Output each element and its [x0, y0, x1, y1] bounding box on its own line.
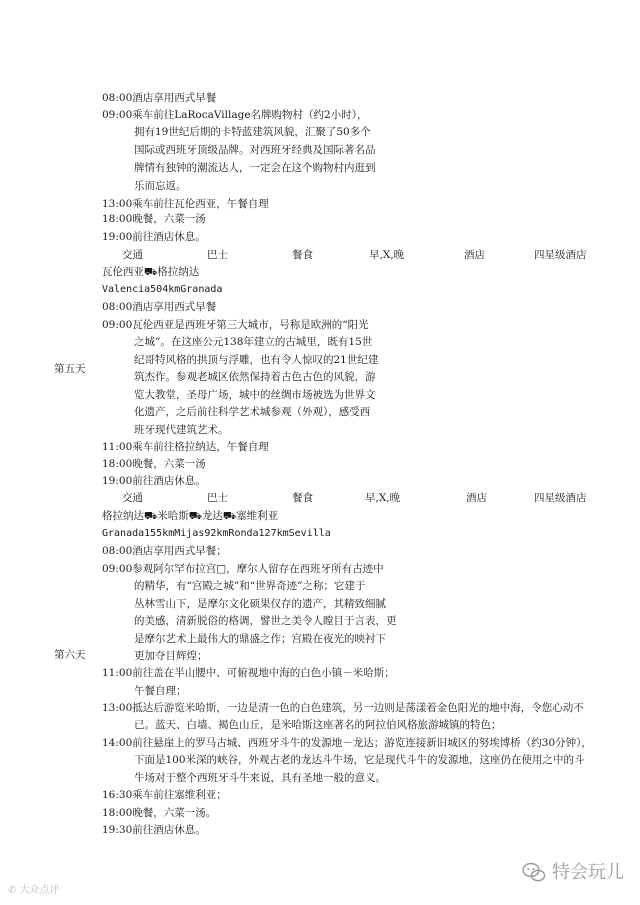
day6-line: 牛场对于整个西班牙斗牛来说，具有圣地一般的意义。 [134, 772, 386, 784]
day6-line: 18:00晚餐，六菜一汤。 [102, 807, 217, 819]
day5-distance: Valencia504kmGranada [102, 284, 223, 295]
day5-line: 班牙现代建筑艺术。 [134, 424, 229, 436]
day6-line: 14:00前往悬崖上的罗马古城、西班牙斗牛的发源地－龙达；游览连接新旧城区的努埃博桥（约30分钟）， [102, 737, 592, 749]
day4-line: 19:00前往酒店休息。 [102, 231, 206, 243]
wechat-logo-icon [522, 862, 546, 884]
day5-line: 览大教堂，圣母广场，城中的丝绸市场被选为世界文 [134, 389, 376, 401]
day4-line: 18:00晚餐，六菜一汤 [102, 213, 206, 225]
day4-line: 09:00乘车前往LaRocaVillage名牌购物村（约2小时）， [102, 109, 368, 121]
watermark-left-text: 大众点评 [19, 885, 60, 896]
day6-line: 下面是100米深的峡谷，外观古老的龙达斗牛场，它是现代斗牛的发源地，这座仍在使用之中的斗 [134, 754, 585, 766]
day5-info-row [102, 491, 592, 507]
info-label-hotel: 酒店 [466, 492, 487, 504]
info-value-hotel: 四星级酒店 [534, 492, 587, 504]
day4-line: 牌情有独钟的潮流达人，一定会在这个购物村内逛到 [134, 162, 376, 174]
info-value-transport: 巴士 [207, 492, 228, 504]
info-value-meals: 早,X,晚 [369, 249, 405, 261]
day5-line: 纪哥特风格的拱顶与浮雕，也有令人惊叹的21世纪建 [134, 354, 379, 366]
info-label-transport: 交通 [122, 492, 143, 504]
day5-route: 瓦伦西亚⛟格拉纳达 [102, 266, 200, 278]
info-value-transport: 巴士 [207, 249, 228, 261]
day4-line: 国际或西班牙顶级品牌。对西班牙经典及国际著名品 [134, 144, 376, 156]
day4-line: 乐而忘返。 [134, 180, 187, 192]
info-label-hotel: 酒店 [464, 249, 485, 261]
day6-line: 08:00酒店享用西式早餐； [102, 545, 227, 557]
day5-line: 筑杰作。参观老城区依然保持着古色古色的风貌，游 [134, 371, 376, 383]
day6-line: 更加夺目辉煌； [134, 650, 208, 662]
info-label-transport: 交通 [122, 249, 143, 261]
day6-distance: Granada155kmMijas92kmRonda127kmSevilla [102, 528, 331, 539]
day6-line: 丛林雪山下，是摩尔文化硕果仅存的遗产，其精致细腻 [134, 598, 386, 610]
day5-line: 11:00乘车前往格拉纳达，午餐自理 [102, 441, 269, 453]
day6-line: 16:30乘车前往塞维利亚； [102, 789, 227, 801]
day5-line: 之城”。在这座公元138年建立的古城里，既有15世 [134, 336, 373, 348]
day5-line: 化遗产，之后前往科学艺术城参观（外观），感受西 [134, 406, 371, 418]
day5-line: 08:00酒店享用西式早餐 [102, 301, 217, 313]
day6-line: 19:30前往酒店休息。 [102, 824, 206, 836]
info-label-meals: 餐食 [292, 249, 313, 261]
day4-info-row [102, 248, 592, 264]
day6-line: 已。蓝天、白墙、褐色山丘，是米哈斯这座著名的阿拉伯风格旅游城镇的特色； [134, 719, 502, 731]
day6-route: 格拉纳达⛟米哈斯⛟龙达⛟塞维利亚 [102, 510, 279, 522]
day-label: 第六天 [54, 649, 86, 661]
day6-line: 09:00参观阿尔罕布拉宫□，摩尔人留存在西班牙所有古迹中 [102, 563, 384, 575]
day6-line: 13:00抵达后游览米哈斯，一边是清一色的白色建筑，另一边则是荡漾着金色阳光的地中海，令您心动不 [102, 702, 584, 714]
day6-line: 11:00前往盖在半山腰中、可俯视地中海的白色小镇－米哈斯； [102, 667, 395, 679]
day5-line: 19:00前往酒店休息。 [102, 475, 206, 487]
brand-text: 特会玩儿 [552, 862, 624, 883]
info-value-hotel: 四星级酒店 [534, 249, 587, 261]
day4-line: 13:00乘车前往瓦伦西亚，午餐自理 [102, 198, 269, 210]
day6-line: 的美感，清新脱俗的格调，譬世之美令人瞠目于言表，更 [134, 615, 397, 627]
watermark-left [8, 884, 60, 899]
day-label: 第五天 [54, 363, 86, 375]
day6-line: 是摩尔艺术上最伟大的鼎盛之作；宫殿在夜光的映衬下 [134, 633, 386, 645]
info-label-meals: 餐食 [292, 492, 313, 504]
day4-line: 08:00酒店享用西式早餐 [102, 92, 217, 104]
watermark-right [522, 860, 624, 886]
day5-line: 09:00瓦伦西亚是西班牙第三大城市，号称是欧洲的“阳光 [102, 319, 369, 331]
day5-line: 18:00晚餐，六菜一汤 [102, 458, 206, 470]
day6-line: 的精华，有“宫殿之城”和“世界奇迹”之称；它建于 [134, 580, 366, 592]
info-value-meals: 早,X,晚 [365, 492, 401, 504]
day6-line: 午餐自理； [134, 685, 187, 697]
day4-line: 拥有19世纪后期的卡特蓝建筑风貌，汇聚了50多个 [134, 126, 371, 138]
weibo-icon: ✆ [8, 885, 20, 896]
